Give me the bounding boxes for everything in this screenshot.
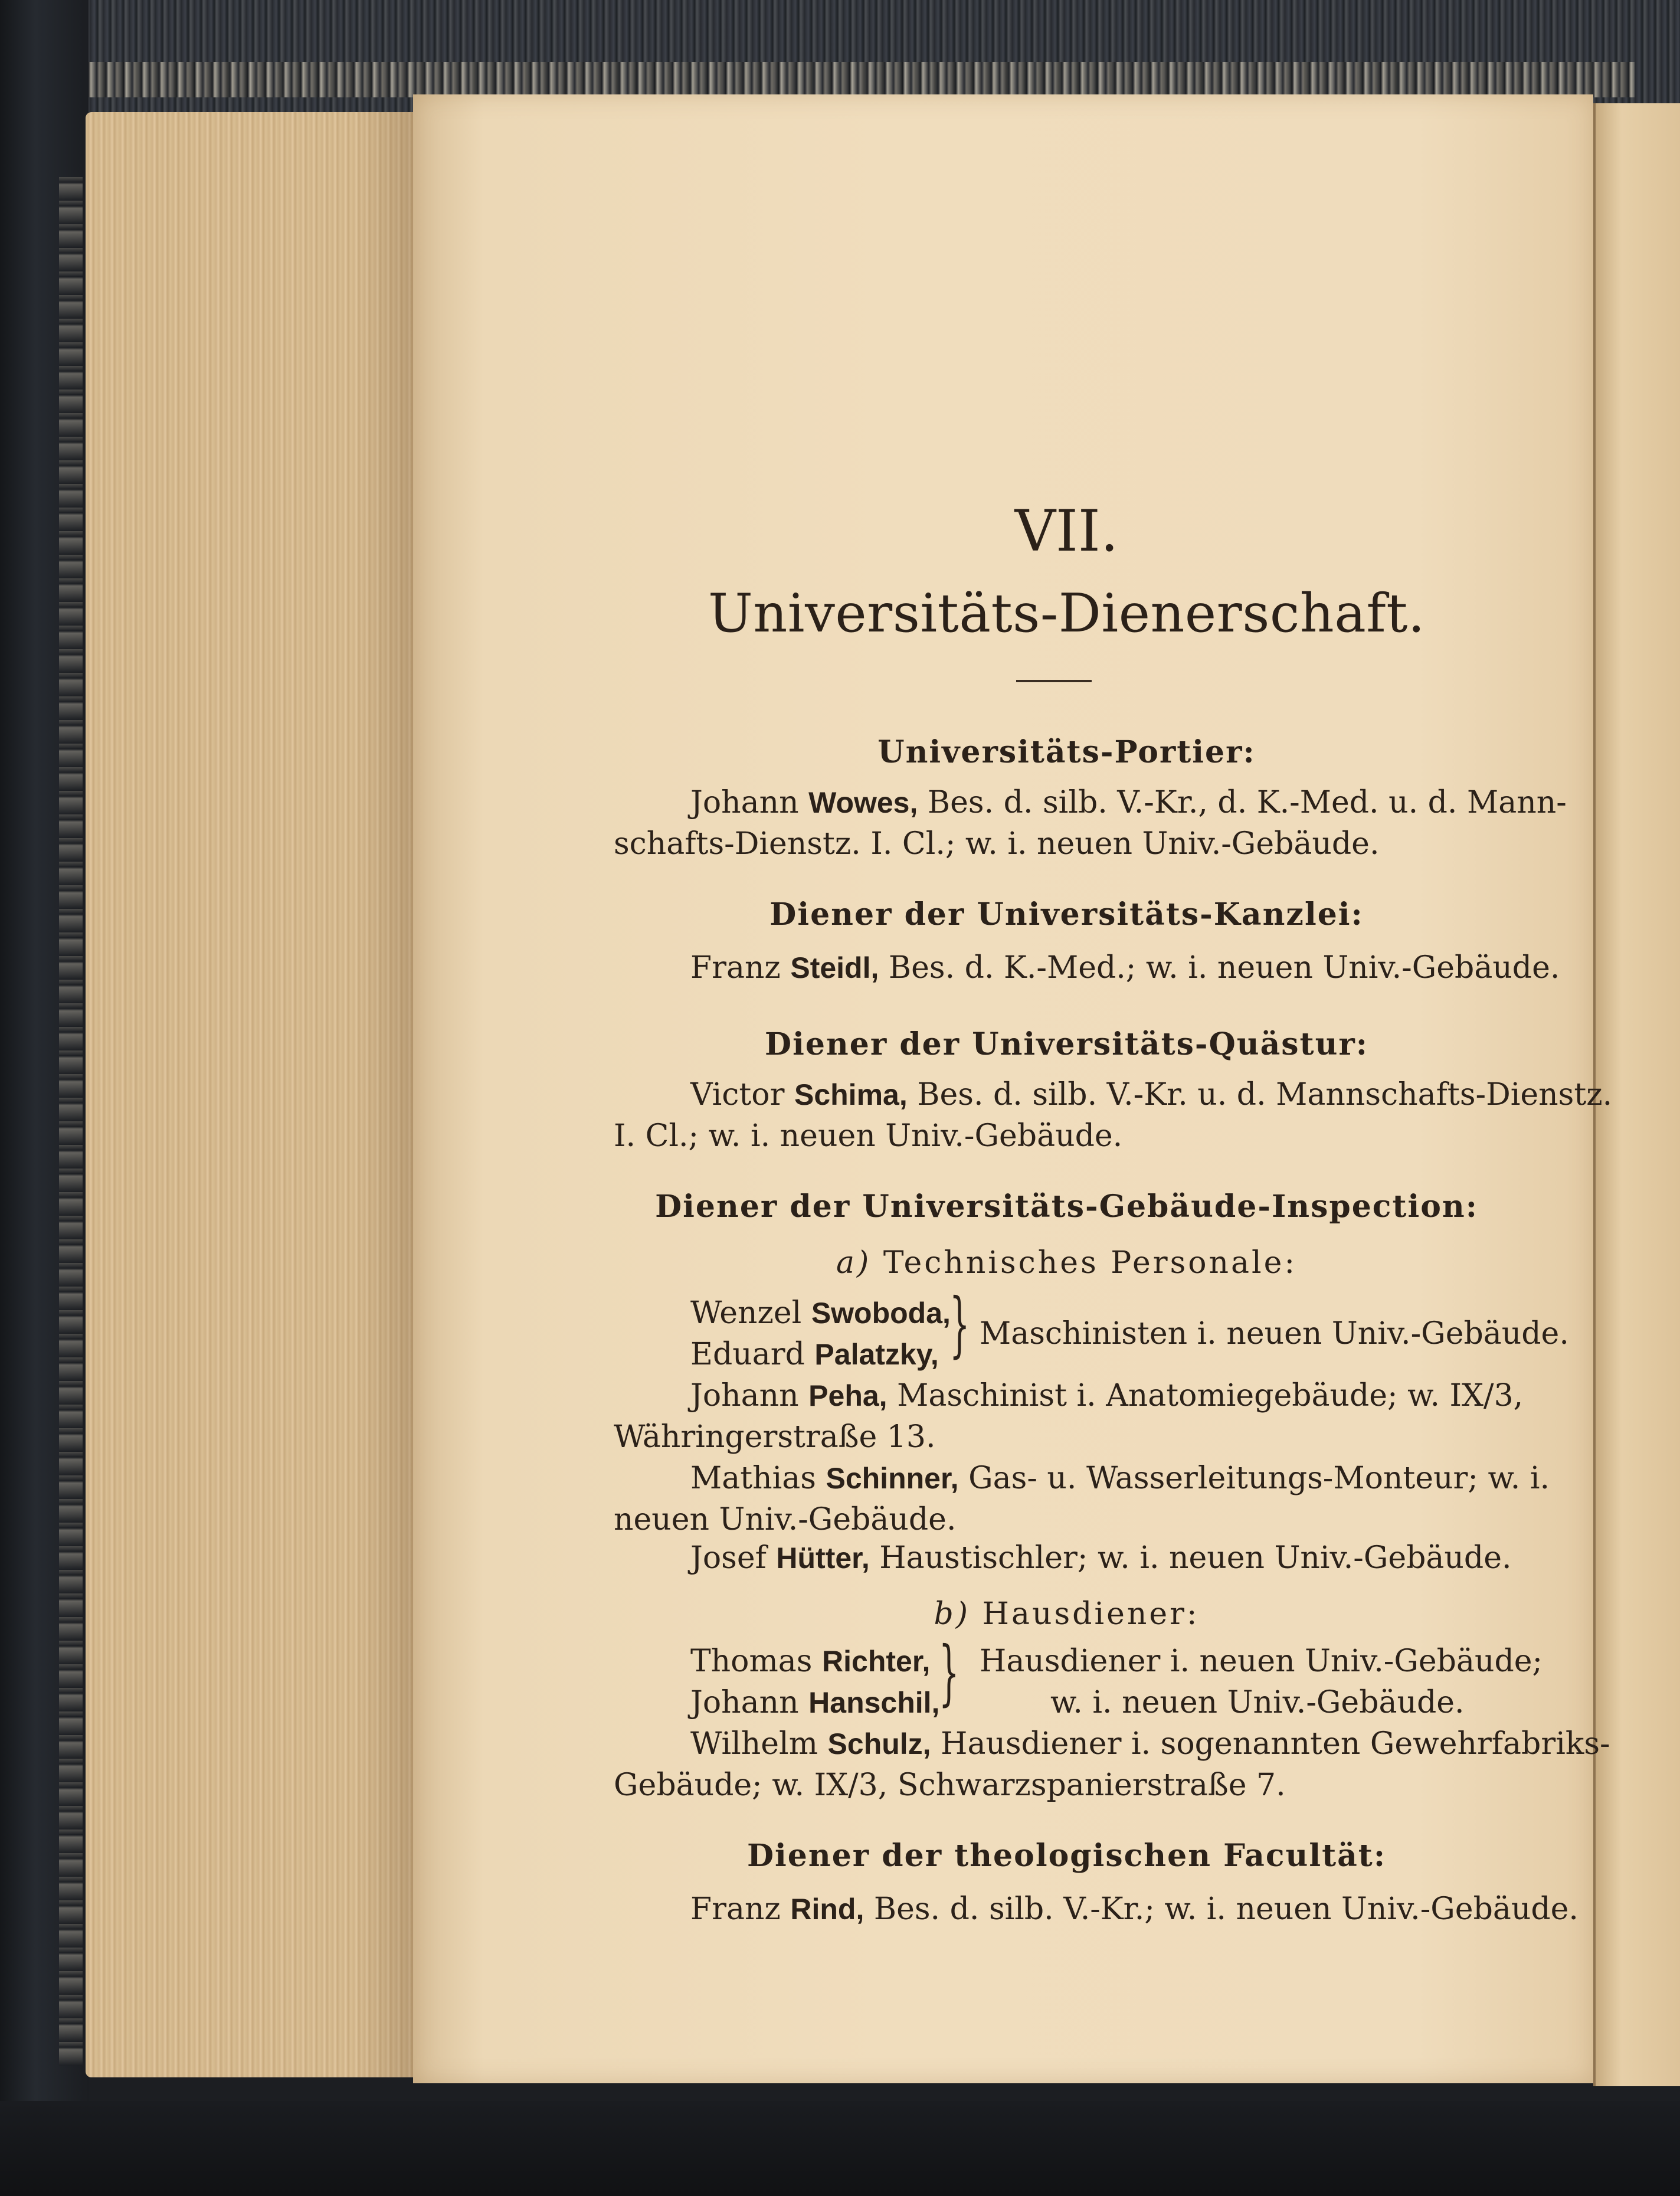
surname: Richter, xyxy=(822,1645,931,1678)
entry-quaestur xyxy=(614,1074,1613,1157)
book-cover-marbling xyxy=(89,62,1635,97)
group-note-text: Hausdiener i. neuen Univ.-Gebäude; xyxy=(980,1644,1543,1679)
chapter-number: VII. xyxy=(1014,498,1119,564)
entry-text: Bes. d. K.-Med.; w. i. neuen Univ.-Gebäude. xyxy=(888,950,1560,986)
section-heading-quaestur: Diener der Universitäts-Quästur: xyxy=(765,1026,1368,1062)
surname: Swoboda, xyxy=(811,1297,951,1330)
book-cover-bottom xyxy=(0,2101,1680,2196)
surname: Hütter, xyxy=(776,1542,870,1575)
entry-text: Haustischler; w. i. neuen Univ.-Gebäude. xyxy=(879,1540,1512,1576)
entry-line xyxy=(614,823,1519,865)
surname: Palatzky, xyxy=(814,1338,939,1371)
first-name: Johann xyxy=(690,1378,799,1413)
book-spine-marbling xyxy=(59,177,83,2066)
entry-text: Bes. d. silb. V.-Kr., d. K.-Med. u. d. Mann- xyxy=(927,785,1567,820)
surname: Schinner, xyxy=(826,1462,959,1495)
entry-line xyxy=(614,1723,1610,1765)
entry-huetter xyxy=(614,1537,1519,1579)
subsection-label: b) xyxy=(934,1596,971,1632)
first-name: Wilhelm xyxy=(690,1726,818,1762)
surname: Schulz, xyxy=(827,1727,931,1760)
subsection-label: a) xyxy=(836,1245,872,1281)
entry-text: Hausdiener i. sogenannten Gewehrfabriks- xyxy=(941,1726,1610,1762)
section-heading-portier: Universitäts-Portier: xyxy=(877,734,1256,770)
entry-portier xyxy=(614,782,1567,865)
entry-theologie xyxy=(614,1889,1579,1930)
subsection-hausdiener xyxy=(614,1593,1519,1635)
first-name: Franz xyxy=(690,1891,781,1927)
subsection-title: Technisches Personale: xyxy=(883,1245,1297,1281)
surname: Hanschil, xyxy=(808,1686,940,1719)
entry-line xyxy=(614,1537,1519,1579)
surname: Rind, xyxy=(790,1893,864,1926)
entry-peha xyxy=(614,1375,1524,1458)
entry-line xyxy=(614,1499,1519,1540)
group-note xyxy=(980,1641,1543,1723)
title-divider xyxy=(1016,680,1092,682)
surname: Schima, xyxy=(794,1078,908,1111)
entry-line xyxy=(614,1416,1519,1458)
entry-line xyxy=(614,1074,1613,1115)
subsection-technical-staff xyxy=(614,1242,1519,1284)
entry-line xyxy=(614,1458,1550,1499)
surname: Peha, xyxy=(808,1379,888,1412)
entry-text: Gebäude; w. IX/3, Schwarzspanierstraße 7. xyxy=(614,1768,1286,1803)
entry-line xyxy=(614,1889,1579,1930)
section-heading-kanzlei: Diener der Universitäts-Kanzlei: xyxy=(769,896,1364,932)
section-heading-inspection: Diener der Universitäts-Gebäude-Inspection: xyxy=(655,1189,1478,1225)
first-name: Johann xyxy=(690,785,799,820)
first-name: Wenzel xyxy=(690,1295,802,1331)
page-gutter-shadow xyxy=(354,112,422,2077)
entry-text: Bes. d. silb. V.-Kr. u. d. Mannschafts-Dienstz. xyxy=(917,1077,1613,1112)
entry-schinner xyxy=(614,1458,1550,1540)
surname: Steidl, xyxy=(790,951,879,984)
entry-kanzlei xyxy=(614,947,1560,989)
entry-text: Währingerstraße 13. xyxy=(614,1419,936,1455)
first-name: Thomas xyxy=(690,1644,813,1679)
entry-line xyxy=(614,947,1560,989)
first-name: Victor xyxy=(690,1077,785,1112)
curly-brace: } xyxy=(949,1284,970,1366)
entry-line xyxy=(614,1115,1519,1157)
subsection-title: Hausdiener: xyxy=(982,1596,1200,1632)
first-name: Mathias xyxy=(690,1461,816,1496)
first-name: Eduard xyxy=(690,1337,805,1372)
entry-line xyxy=(614,1765,1519,1806)
entry-line xyxy=(614,1375,1524,1416)
curly-brace: } xyxy=(938,1632,959,1714)
surname: Wowes, xyxy=(808,786,918,819)
entry-text: Maschinist i. Anatomiegebäude; w. IX/3, xyxy=(897,1378,1524,1413)
first-name: Franz xyxy=(690,950,781,986)
group-note-text: w. i. neuen Univ.-Gebäude. xyxy=(1050,1685,1465,1720)
first-name: Josef xyxy=(690,1540,767,1576)
entry-text: schafts-Dienstz. I. Cl.; w. i. neuen Univ.-Gebäude. xyxy=(614,826,1380,862)
group-note-text: Maschinisten i. neuen Univ.-Gebäude. xyxy=(980,1316,1569,1351)
entry-text: Gas- u. Wasserleitungs-Monteur; w. i. xyxy=(968,1461,1550,1496)
entry-text: I. Cl.; w. i. neuen Univ.-Gebäude. xyxy=(614,1118,1123,1154)
entry-schulz xyxy=(614,1723,1610,1806)
page-title: Universitäts-Dienerschaft. xyxy=(708,582,1426,644)
first-name: Johann xyxy=(690,1685,799,1720)
section-heading-theologie: Diener der theologischen Facultät: xyxy=(746,1838,1387,1874)
entry-text: Bes. d. silb. V.-Kr.; w. i. neuen Univ.-Gebäude. xyxy=(873,1891,1579,1927)
entry-text: neuen Univ.-Gebäude. xyxy=(614,1502,957,1537)
group-note xyxy=(980,1313,1569,1354)
entry-line xyxy=(614,782,1567,823)
